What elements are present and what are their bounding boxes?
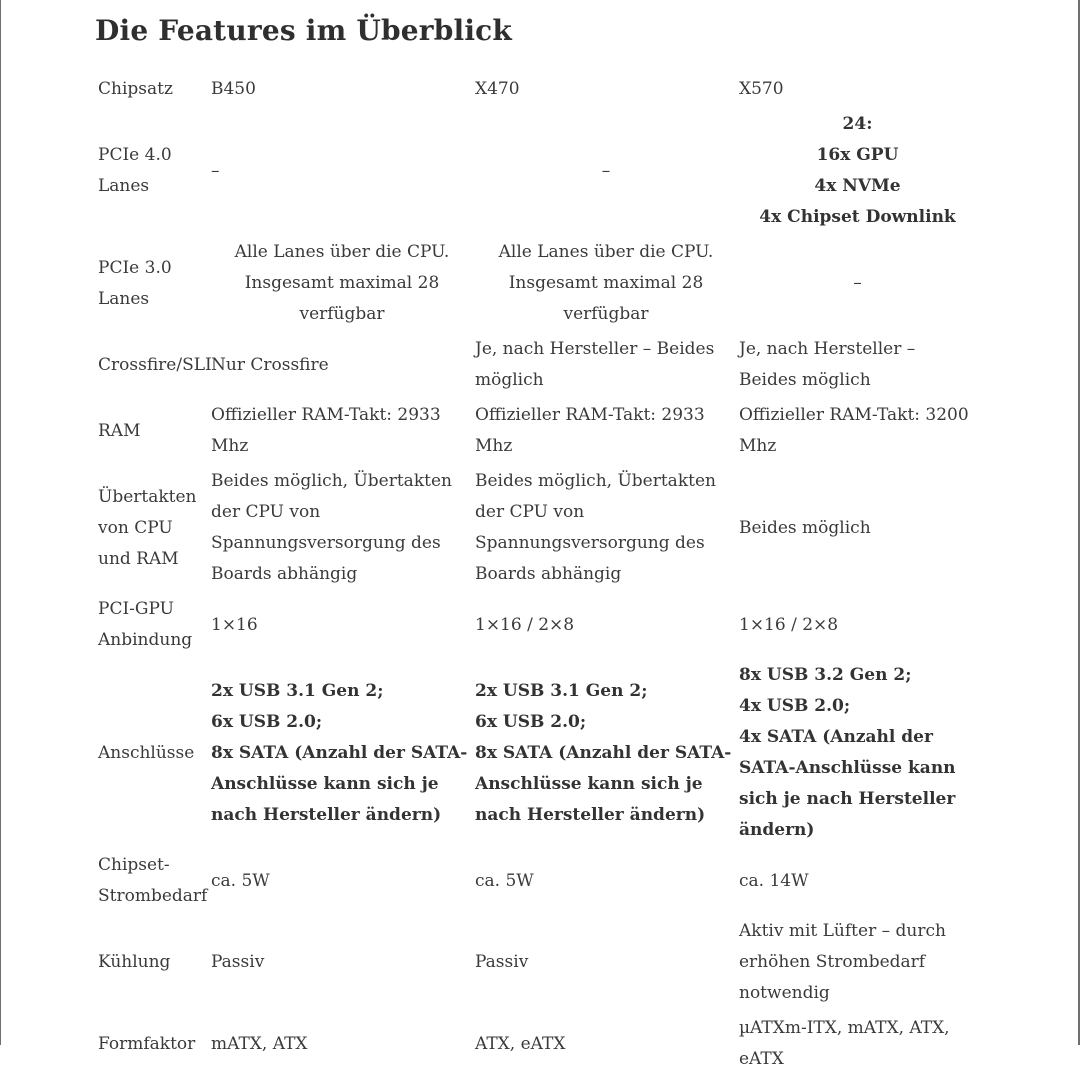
ports-sata: 8x SATA (Anzahl der SATA-Anschlüsse kann sich je nach Hersteller ändern) — [211, 742, 468, 825]
ports-sata: 8x SATA (Anzahl der SATA-Anschlüsse kann sich je nach Hersteller ändern) — [475, 742, 732, 825]
cell-x570: – — [853, 273, 862, 293]
row-label: Übertakten von CPU und RAM — [98, 486, 197, 569]
pcie4-nvme: 4x NVMe — [814, 176, 901, 196]
cell-x570: 1×16 / 2×8 — [739, 614, 839, 635]
cell-x570: Aktiv mit Lüfter – durch erhöhen Strombedarf notwendig — [739, 921, 946, 1003]
cell-b450: 1×16 — [211, 614, 258, 635]
row-label: PCI-GPU Anbindung — [98, 599, 193, 650]
row-label: Chipset-Strombedarf — [98, 855, 208, 906]
row-label: PCIe 3.0 Lanes — [98, 257, 172, 309]
row-label: Kühlung — [98, 952, 171, 972]
cell-x470: Alle Lanes über die CPU. Insgesamt maximal 28 verfügbar — [498, 242, 714, 324]
table-row-cooling — [97, 914, 977, 1011]
ports-usb3: 8x USB 3.2 Gen 2; — [739, 665, 912, 685]
row-label: PCIe 4.0 Lanes — [98, 145, 172, 196]
cell-x470: ca. 5W — [475, 870, 534, 891]
cell-x570: µATXm-ITX, mATX, ATX, eATX — [739, 1018, 950, 1069]
cell-x470: X470 — [475, 79, 520, 99]
table-row-ram — [97, 398, 977, 464]
row-label: Crossfire/SLI — [98, 354, 212, 375]
row-label: Chipsatz — [98, 79, 173, 99]
table-row-chipsatz — [97, 72, 977, 107]
table-row-overclocking — [97, 464, 977, 592]
pcie4-downlink: 4x Chipset Downlink — [759, 207, 956, 227]
cell-b450 — [210, 658, 474, 848]
table-row-crossfire — [97, 332, 977, 398]
row-label: Formfaktor — [98, 1033, 196, 1054]
cell-b450: Nur Crossfire — [211, 354, 329, 375]
cell-x470: Passiv — [475, 952, 529, 972]
cell-b450: – — [211, 160, 220, 181]
section-title: Die Features im Überblick — [95, 14, 513, 47]
cell-x570: Je, nach Hersteller – Beides möglich — [739, 339, 916, 390]
cell-b450: B450 — [211, 79, 256, 99]
ports-sata: 4x SATA (Anzahl der SATA-Anschlüsse kann sich je nach Hersteller ändern) — [739, 727, 956, 840]
table-row-pcie4 — [97, 107, 977, 235]
cell-b450: ca. 5W — [211, 870, 270, 891]
row-label: RAM — [98, 420, 141, 441]
cell-x470: Je, nach Hersteller – Beides möglich — [475, 339, 715, 390]
cell-x470: Beides möglich, Übertakten der CPU von Spannungsversorgung des Boards abhängig — [475, 471, 716, 584]
pcie4-total: 24: — [842, 114, 873, 134]
page-frame-left — [0, 0, 1, 1045]
cell-x570 — [738, 107, 977, 235]
cell-x570: X570 — [739, 79, 784, 99]
ports-usb2: 4x USB 2.0; — [739, 696, 851, 716]
ports-usb3: 2x USB 3.1 Gen 2; — [475, 680, 648, 701]
cell-b450: Passiv — [211, 952, 265, 972]
table-row-pcie3 — [97, 235, 977, 332]
cell-x470: ATX, eATX — [475, 1033, 566, 1054]
cell-x470: Offizieller RAM-Takt: 2933 Mhz — [475, 405, 705, 456]
features-table — [97, 72, 977, 1077]
cell-x470: – — [601, 160, 611, 181]
ports-usb2: 6x USB 2.0; — [475, 711, 587, 732]
cell-x470: 1×16 / 2×8 — [475, 614, 575, 635]
table-row-formfactor — [97, 1011, 977, 1077]
pcie4-gpu: 16x GPU — [816, 145, 899, 165]
ports-usb3: 2x USB 3.1 Gen 2; — [211, 680, 384, 701]
row-label: Anschlüsse — [98, 742, 195, 763]
cell-b450: Alle Lanes über die CPU. Insgesamt maximal 28 verfügbar — [234, 242, 450, 324]
table-row-gpu-link — [97, 592, 977, 658]
cell-x470 — [474, 658, 738, 848]
ports-usb2: 6x USB 2.0; — [211, 711, 323, 732]
cell-x570: ca. 14W — [739, 870, 809, 891]
cell-x570: Beides möglich — [739, 517, 871, 538]
cell-x570: Offizieller RAM-Takt: 3200 Mhz — [739, 405, 969, 456]
cell-b450: mATX, ATX — [211, 1033, 308, 1054]
table-row-power — [97, 848, 977, 914]
table-row-ports — [97, 658, 977, 848]
cell-x570 — [738, 658, 977, 848]
cell-b450: Beides möglich, Übertakten der CPU von Spannungsversorgung des Boards abhängig — [211, 471, 452, 584]
cell-b450: Offizieller RAM-Takt: 2933 Mhz — [211, 405, 441, 456]
